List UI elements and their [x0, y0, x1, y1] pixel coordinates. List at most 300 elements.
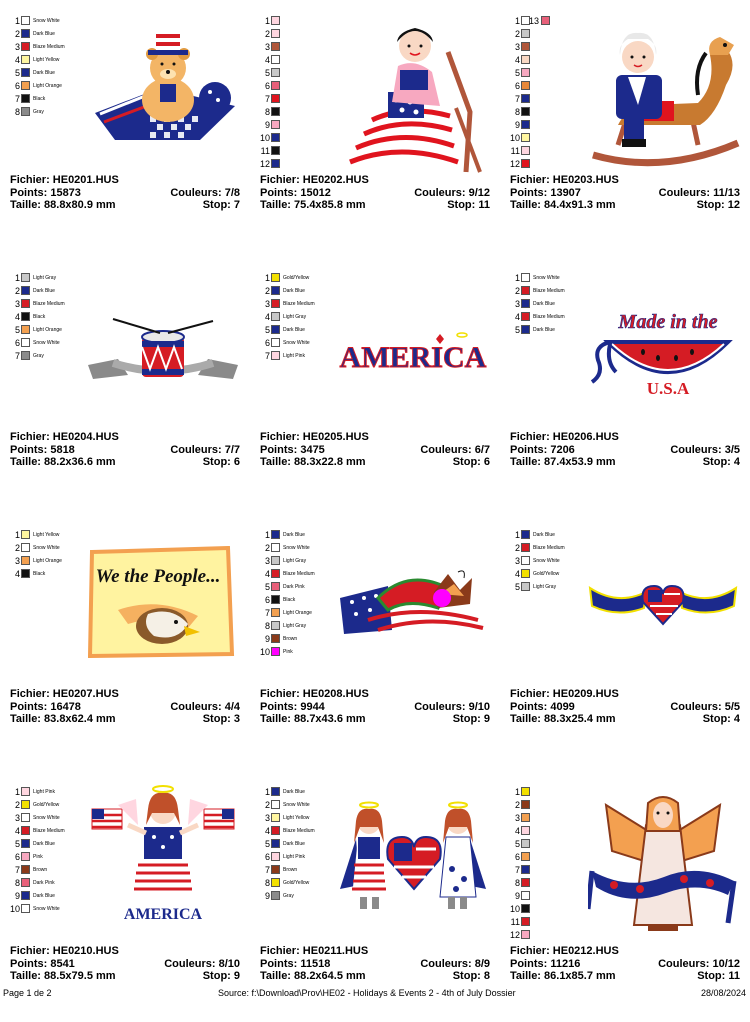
palette-row	[258, 785, 315, 798]
palette-row	[258, 336, 315, 349]
color-swatch	[21, 107, 30, 116]
color-swatch	[521, 556, 530, 565]
color-name: Snow White	[33, 905, 60, 912]
palette-row	[508, 131, 533, 144]
color-swatch	[521, 29, 530, 38]
color-index: 1	[14, 786, 20, 797]
color-name: Pink	[283, 648, 293, 655]
palette-row	[508, 889, 533, 902]
color-swatch	[271, 543, 280, 552]
stop-count: Stop: 11	[697, 970, 740, 982]
color-index: 9	[264, 119, 270, 130]
color-count: Couleurs: 8/9	[420, 957, 490, 970]
color-swatch	[521, 800, 530, 809]
points-count: Points: 11518	[260, 957, 331, 970]
color-index: 5	[264, 581, 270, 592]
design-cell-he0205	[250, 257, 500, 508]
color-swatch	[271, 582, 280, 591]
color-count: Couleurs: 10/12	[658, 957, 740, 970]
palette-row	[508, 850, 533, 863]
color-count: Couleurs: 7/7	[170, 443, 240, 456]
color-swatch	[521, 530, 530, 539]
color-index: 1	[514, 15, 520, 26]
color-swatch	[21, 81, 30, 90]
color-index: 1	[14, 529, 20, 540]
palette-row	[508, 863, 533, 876]
heart-banner-art	[588, 578, 738, 628]
palette-row	[258, 580, 315, 593]
palette-row	[508, 105, 533, 118]
color-name: Dark Blue	[533, 300, 555, 307]
color-index: 2	[514, 542, 520, 553]
palette-row	[258, 118, 283, 131]
drum-art	[88, 315, 238, 385]
color-index: 4	[514, 825, 520, 836]
color-swatch	[271, 556, 280, 565]
points-count: Points: 15012	[260, 186, 331, 199]
color-index: 9	[514, 119, 520, 130]
color-index: 2	[514, 28, 520, 39]
design-size: Taille: 88.3x22.8 mm	[260, 456, 366, 468]
palette-row	[508, 567, 565, 580]
design-cell-he0212	[500, 771, 750, 1022]
color-index: 5	[14, 838, 20, 849]
color-palette	[508, 528, 565, 593]
color-name: Black	[33, 313, 46, 320]
color-swatch	[521, 42, 530, 51]
color-name: Gold/Yellow	[283, 879, 310, 886]
palette-row	[8, 349, 65, 362]
palette-row	[8, 14, 65, 27]
color-count: Couleurs: 6/7	[420, 443, 490, 456]
color-swatch	[271, 29, 280, 38]
palette-row	[8, 53, 65, 66]
color-index: 2	[264, 799, 270, 810]
color-index: 3	[514, 298, 520, 309]
america-text: AMERICA	[123, 906, 203, 923]
made-in-text: Made in the	[618, 311, 718, 333]
points-count: Points: 7206	[510, 443, 575, 456]
color-swatch	[521, 273, 530, 282]
palette-row	[8, 785, 65, 798]
rocking-horse-art	[588, 25, 743, 175]
palette-row	[258, 567, 315, 580]
color-count: Couleurs: 3/5	[670, 443, 740, 456]
palette-row	[8, 902, 65, 915]
design-size: Taille: 88.3x25.4 mm	[510, 713, 616, 725]
color-index: 5	[14, 324, 20, 335]
color-index: 4	[264, 568, 270, 579]
color-swatch	[21, 273, 30, 282]
color-index: 3	[264, 812, 270, 823]
design-size: Taille: 83.8x62.4 mm	[10, 713, 116, 725]
design-size: Taille: 84.4x91.3 mm	[510, 199, 616, 211]
color-index: 10	[509, 132, 520, 143]
points-count: Points: 5818	[10, 443, 75, 456]
color-swatch	[271, 608, 280, 617]
palette-row	[8, 79, 65, 92]
palette-row	[508, 928, 533, 941]
print-date: 28/08/2024	[700, 988, 746, 998]
color-name: Dark Blue	[283, 840, 305, 847]
color-palette	[508, 785, 533, 941]
color-name: Blaze Medium	[283, 827, 315, 834]
file-name: Fichier: HE0208.HUS	[260, 688, 369, 700]
color-swatch	[271, 107, 280, 116]
color-swatch	[271, 325, 280, 334]
color-index: 11	[260, 145, 270, 156]
design-cell-he0203	[500, 0, 750, 251]
color-swatch	[271, 133, 280, 142]
color-index: 4	[514, 311, 520, 322]
color-index: 4	[514, 54, 520, 65]
color-swatch	[271, 120, 280, 129]
color-swatch	[521, 865, 530, 874]
palette-row	[8, 889, 65, 902]
palette-row	[8, 863, 65, 876]
color-index: 1	[264, 786, 270, 797]
color-name: Gold/Yellow	[533, 570, 560, 577]
palette-row	[508, 79, 533, 92]
palette-row	[258, 66, 283, 79]
color-index: 12	[259, 158, 270, 169]
page-number: Page 1 de 2	[3, 988, 52, 998]
design-cell-he0202	[250, 0, 500, 251]
color-count: Couleurs: 11/13	[658, 186, 740, 199]
color-index: 1	[514, 786, 520, 797]
color-count: Couleurs: 9/12	[414, 186, 490, 199]
palette-row	[508, 785, 533, 798]
color-name: Dark Pink	[33, 879, 55, 886]
color-name: Light Orange	[283, 609, 312, 616]
color-name: Light Orange	[33, 326, 62, 333]
color-swatch	[521, 94, 530, 103]
color-name: Light Gray	[33, 274, 57, 281]
file-name: Fichier: HE0201.HUS	[10, 174, 119, 186]
color-name: Dark Blue	[283, 531, 305, 538]
file-name: Fichier: HE0210.HUS	[10, 945, 119, 957]
color-name: Light Gray	[533, 583, 557, 590]
color-index: 10	[259, 646, 270, 657]
color-name: Light Pink	[283, 352, 305, 359]
color-index: 8	[264, 106, 270, 117]
palette-row	[258, 53, 283, 66]
color-swatch	[521, 133, 530, 142]
palette-row	[8, 798, 65, 811]
color-palette	[258, 14, 283, 170]
color-index: 4	[14, 568, 20, 579]
color-name: Snow White	[283, 544, 310, 551]
palette-row	[258, 824, 315, 837]
palette-row	[258, 645, 315, 658]
palette-row	[8, 297, 65, 310]
color-index: 2	[514, 799, 520, 810]
color-index: 8	[264, 620, 270, 631]
color-swatch	[521, 81, 530, 90]
points-count: Points: 13907	[510, 186, 581, 199]
palette-row	[258, 889, 315, 902]
color-name: Black	[33, 570, 46, 577]
palette-row	[8, 323, 65, 336]
color-swatch	[21, 800, 30, 809]
file-name: Fichier: HE0209.HUS	[510, 688, 619, 700]
page-footer	[0, 988, 750, 1002]
color-swatch	[21, 29, 30, 38]
color-name: Black	[283, 596, 296, 603]
color-swatch	[521, 787, 530, 796]
palette-row	[508, 541, 565, 554]
palette-row	[258, 14, 283, 27]
palette-row	[258, 105, 283, 118]
stop-count: Stop: 6	[452, 456, 490, 468]
color-index: 5	[264, 67, 270, 78]
palette-row	[258, 131, 283, 144]
palette-row	[258, 157, 283, 170]
palette-row	[258, 876, 315, 889]
color-index: 3	[514, 555, 520, 566]
stop-count: Stop: 7	[202, 199, 240, 211]
palette-row	[258, 619, 315, 632]
palette-row	[258, 284, 315, 297]
points-count: Points: 16478	[10, 700, 81, 713]
palette-row	[508, 554, 565, 567]
design-info	[510, 688, 740, 726]
design-info	[260, 945, 490, 983]
color-name: Light Orange	[33, 557, 62, 564]
palette-row	[258, 310, 315, 323]
palette-row	[8, 105, 65, 118]
file-name: Fichier: HE0207.HUS	[10, 688, 119, 700]
palette-row	[8, 92, 65, 105]
color-name: Dark Blue	[533, 326, 555, 333]
color-swatch	[271, 351, 280, 360]
design-info	[10, 431, 240, 469]
stop-count: Stop: 6	[202, 456, 240, 468]
color-index: 8	[14, 106, 20, 117]
color-index: 3	[14, 555, 20, 566]
palette-row	[508, 902, 533, 915]
color-name: Blaze Medium	[33, 300, 65, 307]
color-name: Snow White	[33, 544, 60, 551]
color-index: 2	[14, 285, 20, 296]
palette-row	[8, 850, 65, 863]
palette-row	[258, 554, 315, 567]
color-swatch	[271, 634, 280, 643]
america-text-art	[336, 329, 490, 375]
design-info	[260, 688, 490, 726]
palette-row	[258, 92, 283, 105]
palette-row	[258, 632, 315, 645]
palette-row	[8, 567, 62, 580]
palette-row	[8, 837, 65, 850]
color-index: 2	[14, 799, 20, 810]
color-index: 5	[264, 838, 270, 849]
file-name: Fichier: HE0205.HUS	[260, 431, 369, 443]
color-swatch	[271, 68, 280, 77]
color-swatch	[271, 787, 280, 796]
palette-row	[258, 850, 315, 863]
color-index: 8	[514, 877, 520, 888]
color-swatch	[271, 286, 280, 295]
color-name: Snow White	[33, 814, 60, 821]
america-text: AMERICA	[339, 341, 487, 374]
palette-row	[508, 144, 533, 157]
stop-count: Stop: 12	[696, 199, 740, 211]
palette-row	[258, 144, 283, 157]
palette-row	[508, 53, 533, 66]
color-swatch	[521, 312, 530, 321]
stop-count: Stop: 8	[452, 970, 490, 982]
color-swatch	[271, 16, 280, 25]
color-swatch	[521, 878, 530, 887]
color-index: 1	[264, 15, 270, 26]
color-swatch	[271, 800, 280, 809]
color-swatch	[271, 159, 280, 168]
color-index: 3	[14, 812, 20, 823]
design-size: Taille: 88.5x79.5 mm	[10, 970, 116, 982]
color-swatch	[521, 891, 530, 900]
color-swatch	[271, 273, 280, 282]
points-count: Points: 8541	[10, 957, 75, 970]
color-swatch	[21, 543, 30, 552]
color-name: Snow White	[33, 339, 60, 346]
palette-row	[508, 824, 533, 837]
color-name: Light Yellow	[33, 531, 60, 538]
palette-row	[258, 837, 315, 850]
color-index: 7	[14, 350, 20, 361]
color-index: 8	[264, 877, 270, 888]
betsy-ross-art	[340, 22, 490, 180]
stop-count: Stop: 4	[702, 713, 740, 725]
color-swatch	[21, 338, 30, 347]
color-name: Light Yellow	[33, 56, 60, 63]
color-swatch	[271, 146, 280, 155]
palette-row	[258, 811, 315, 824]
usa-text: U.S.A	[646, 379, 690, 398]
we-the-people-text: We the People...	[95, 566, 221, 587]
watermelon-flag-art	[338, 568, 488, 638]
color-index: 6	[14, 337, 20, 348]
color-swatch	[21, 42, 30, 51]
palette-row	[258, 606, 315, 619]
color-swatch	[21, 839, 30, 848]
color-name: Blaze Medium	[33, 827, 65, 834]
design-info	[260, 431, 490, 469]
design-info	[510, 945, 740, 983]
color-index: 5	[514, 838, 520, 849]
file-name: Fichier: HE0211.HUS	[260, 945, 369, 957]
color-swatch	[21, 530, 30, 539]
color-swatch	[271, 878, 280, 887]
design-size: Taille: 88.8x80.9 mm	[10, 199, 116, 211]
palette-row	[508, 811, 533, 824]
file-name: Fichier: HE0202.HUS	[260, 174, 369, 186]
color-swatch	[521, 120, 530, 129]
palette-row	[8, 528, 62, 541]
palette-row	[508, 876, 533, 889]
design-size: Taille: 88.2x36.6 mm	[10, 456, 116, 468]
color-index: 9	[264, 890, 270, 901]
color-palette	[8, 785, 65, 915]
color-index: 6	[14, 851, 20, 862]
palette-row	[8, 271, 65, 284]
color-index: 7	[264, 864, 270, 875]
palette-row	[258, 593, 315, 606]
color-name: Snow White	[283, 801, 310, 808]
color-index: 5	[514, 324, 520, 335]
color-name: Dark Blue	[533, 531, 555, 538]
stop-count: Stop: 4	[702, 456, 740, 468]
color-swatch	[21, 826, 30, 835]
palette-row	[508, 284, 565, 297]
color-name: Dark Blue	[33, 892, 55, 899]
color-swatch	[21, 55, 30, 64]
color-name: Light Gray	[283, 313, 307, 320]
color-swatch	[21, 325, 30, 334]
source-path: Source: f:\Download\Prov\HE02 - Holidays & Events 2 - 4th of July Dossier	[218, 988, 516, 998]
stop-count: Stop: 9	[452, 713, 490, 725]
color-index: 3	[514, 41, 520, 52]
palette-row	[258, 323, 315, 336]
color-index: 1	[264, 272, 270, 283]
color-name: Snow White	[533, 557, 560, 564]
color-index: 4	[514, 568, 520, 579]
design-size: Taille: 88.7x43.6 mm	[260, 713, 366, 725]
color-swatch	[521, 852, 530, 861]
color-index: 8	[514, 106, 520, 117]
color-name: Gold/Yellow	[283, 274, 310, 281]
palette-row	[258, 528, 315, 541]
color-palette	[508, 14, 533, 170]
design-info	[10, 174, 240, 212]
color-name: Light Gray	[283, 622, 307, 629]
design-cell-he0209	[500, 514, 750, 765]
color-swatch	[21, 16, 30, 25]
color-swatch	[21, 904, 30, 913]
color-swatch	[521, 569, 530, 578]
file-name: Fichier: HE0212.HUS	[510, 945, 619, 957]
file-name: Fichier: HE0206.HUS	[510, 431, 619, 443]
palette-row	[258, 271, 315, 284]
design-cell-he0211	[250, 771, 500, 1022]
color-swatch	[21, 286, 30, 295]
color-index: 1	[514, 272, 520, 283]
color-index: 2	[264, 28, 270, 39]
palette-row	[258, 863, 315, 876]
color-swatch	[271, 813, 280, 822]
stop-count: Stop: 9	[202, 970, 240, 982]
color-index: 3	[14, 41, 20, 52]
color-swatch	[271, 312, 280, 321]
points-count: Points: 3475	[260, 443, 325, 456]
color-index: 3	[14, 298, 20, 309]
color-count: Couleurs: 5/5	[670, 700, 740, 713]
design-cell-he0204	[0, 257, 250, 508]
color-swatch	[21, 569, 30, 578]
color-name: Light Yellow	[283, 814, 310, 821]
color-swatch	[21, 813, 30, 822]
palette-row	[508, 66, 533, 79]
palette-row	[508, 580, 565, 593]
color-swatch	[271, 865, 280, 874]
color-name: Snow White	[283, 339, 310, 346]
color-name: Blaze Medium	[533, 287, 565, 294]
color-name: Dark Blue	[283, 287, 305, 294]
color-swatch	[521, 904, 530, 913]
palette-row	[258, 349, 315, 362]
color-index: 5	[14, 67, 20, 78]
color-name: Blaze Medium	[283, 300, 315, 307]
